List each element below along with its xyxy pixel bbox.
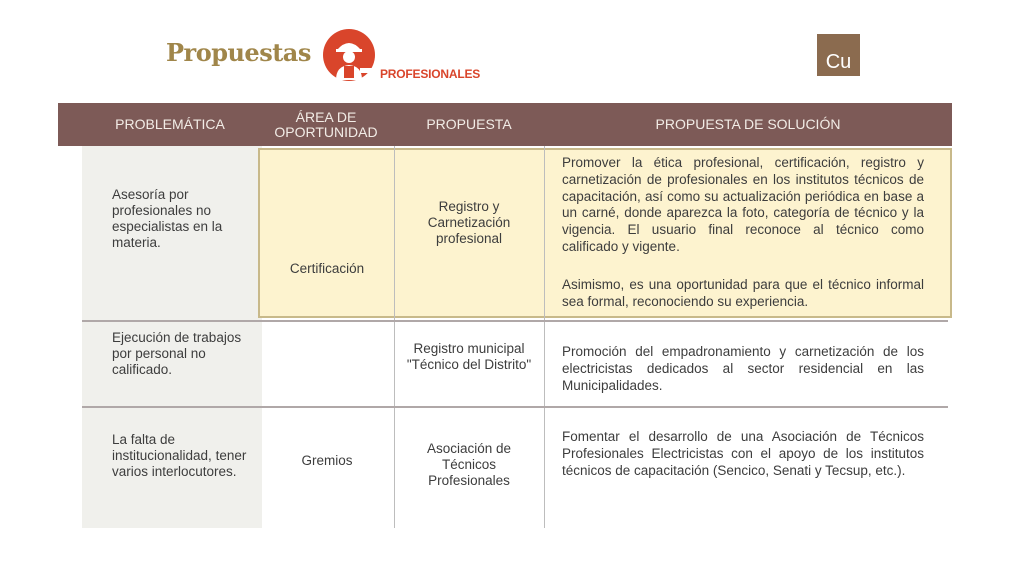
table-cell-solucion-extra: Asimismo, es una oportunidad para que el técnico informal sea formal, reconociendo su experiencia.	[562, 277, 924, 309]
column-divider	[394, 146, 395, 528]
column-header-solucion: PROPUESTA DE SOLUCIÓN	[655, 116, 841, 132]
page-title: Propuestas	[166, 38, 311, 67]
table-cell-propuesta: Asociación de Técnicos Profesionales	[426, 441, 512, 488]
column-header-propuesta: PROPUESTA	[426, 116, 512, 132]
table-cell-solucion: Fomentar el desarrollo de una Asociación de Técnicos Profesionales Electricistas con el apoyo de los institutos técnicos de capacitación (Sencico, Senati y Tecsup, etc.).	[562, 429, 924, 478]
column-header-problematica: PROBLEMÁTICA	[115, 116, 225, 132]
table-cell-problematica: Asesoría por profesionales no especialistas en la materia.	[112, 187, 223, 250]
cu-badge: Cu	[817, 34, 860, 76]
table-cell-area: Gremios	[301, 453, 353, 468]
table-cell-solucion: Promover la ética profesional, certificación, registro y carnetización de profesionales en los institutos técnicos de capacitación, así como su actualización periódica en base a un carné, donde aparezca la foto, categoría de técnico y la vigencia. El usuario final reconoce al técnico como calificado y vigente.	[562, 155, 924, 254]
table-cell-problematica: Ejecución de trabajos por personal no calificado.	[112, 330, 242, 377]
row-divider	[82, 320, 948, 322]
table-cell-solucion: Promoción del empadronamiento y carnetización de los electricistas dedicados al sector residencial en las Municipalidades.	[562, 344, 924, 393]
table-cell-propuesta: Registro municipal "Técnico del Distrito"	[406, 341, 532, 372]
column-divider	[544, 146, 545, 528]
logo-text: PROFESIONALES	[380, 67, 481, 81]
table-cell-problematica: La falta de institucionalidad, tener varios interlocutores.	[112, 432, 247, 479]
column-header-area: ÁREA DE OPORTUNIDAD	[274, 108, 378, 140]
table-cell-area: Certificación	[289, 261, 365, 276]
table-cell-propuesta: Registro y Carnetización profesional	[427, 199, 511, 246]
technician-logo-icon	[322, 28, 376, 82]
row-divider	[82, 406, 948, 408]
